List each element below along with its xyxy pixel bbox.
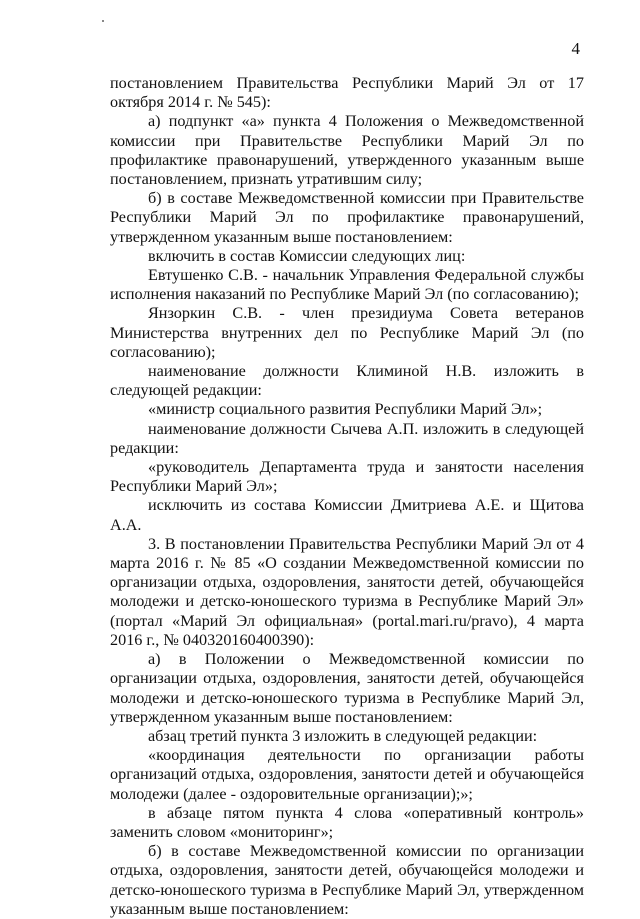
scan-mark (102, 20, 104, 22)
paragraph: Янзоркин С.В. - член президиума Совета ветеранов Министерства внутренних дел по Республике Марий Эл (по согласованию); (110, 304, 584, 361)
paragraph: в абзаце пятом пункта 4 слова «оперативный контроль» заменить словом «мониторинг»; (110, 803, 584, 841)
paragraph: наименование должности Сычева А.П. изложить в следующей редакции: (110, 419, 584, 457)
paragraph: а) подпункт «а» пункта 4 Положения о Межведомственной комиссии при Правительстве Республики Марий Эл по профилактике правонарушений, утвержденного указанным выше постановлением, признать утратившим силу; (110, 112, 584, 189)
paragraph: б) в составе Межведомственной комиссии по организации отдыха, оздоровления, занятости детей, обучающейся молодежи и детско-юношеского туризма в Республике Марий Эл, утвержденном указанным выше постановлением: (110, 842, 584, 918)
paragraph: «министр социального развития Республики Марий Эл»; (148, 400, 543, 419)
paragraph: Евтушенко С.В. - начальник Управления Федеральной службы исполнения наказаний по Республике Марий Эл (по согласованию); (110, 266, 584, 304)
paragraph: абзац третий пункта 3 изложить в следующей редакции: (148, 726, 538, 745)
paragraph: «руководитель Департамента труда и занятости населения Республики Марий Эл»; (110, 458, 584, 496)
paragraph: наименование должности Климиной Н.В. изложить в следующей редакции: (110, 362, 584, 400)
paragraph: исключить из состава Комиссии Дмитриева А.Е. и Щитова А.А. (110, 496, 584, 534)
page-number: 4 (571, 39, 580, 58)
paragraph: а) в Положении о Межведомственной комиссии по организации отдыха, оздоровления, занятости детей, обучающейся молодежи и детско-юношеского туризма в Республике Марий Эл, утвержденном указанным выше постановлением: (110, 650, 584, 726)
paragraph: 3. В постановлении Правительства Республики Марий Эл от 4 марта 2016 г. № 85 «О создании Межведомственной комиссии по организации отдыха, оздоровления, занятости детей, обучающейся молодежи и детско-юношеского туризма в Республике Марий Эл» (портал «Марий Эл официальная» (portal.mari.ru/pravo), 4 марта 2016 г., № 040320160400390): (110, 534, 584, 649)
paragraph: «координация деятельности по организации работы организаций отдыха, оздоровления, занятости детей и обучающейся молодежи (далее - оздоровительные организации);»; (110, 746, 584, 803)
paragraph: б) в составе Межведомственной комиссии при Правительстве Республики Марий Эл по профилактике правонарушений, утвержденном указанным выше постановлением: (110, 189, 584, 246)
paragraph: включить в состав Комиссии следующих лиц: (148, 246, 466, 265)
document-body (110, 74, 584, 919)
paragraph: постановлением Правительства Республики Марий Эл от 17 октября 2014 г. № 545): (110, 74, 584, 112)
